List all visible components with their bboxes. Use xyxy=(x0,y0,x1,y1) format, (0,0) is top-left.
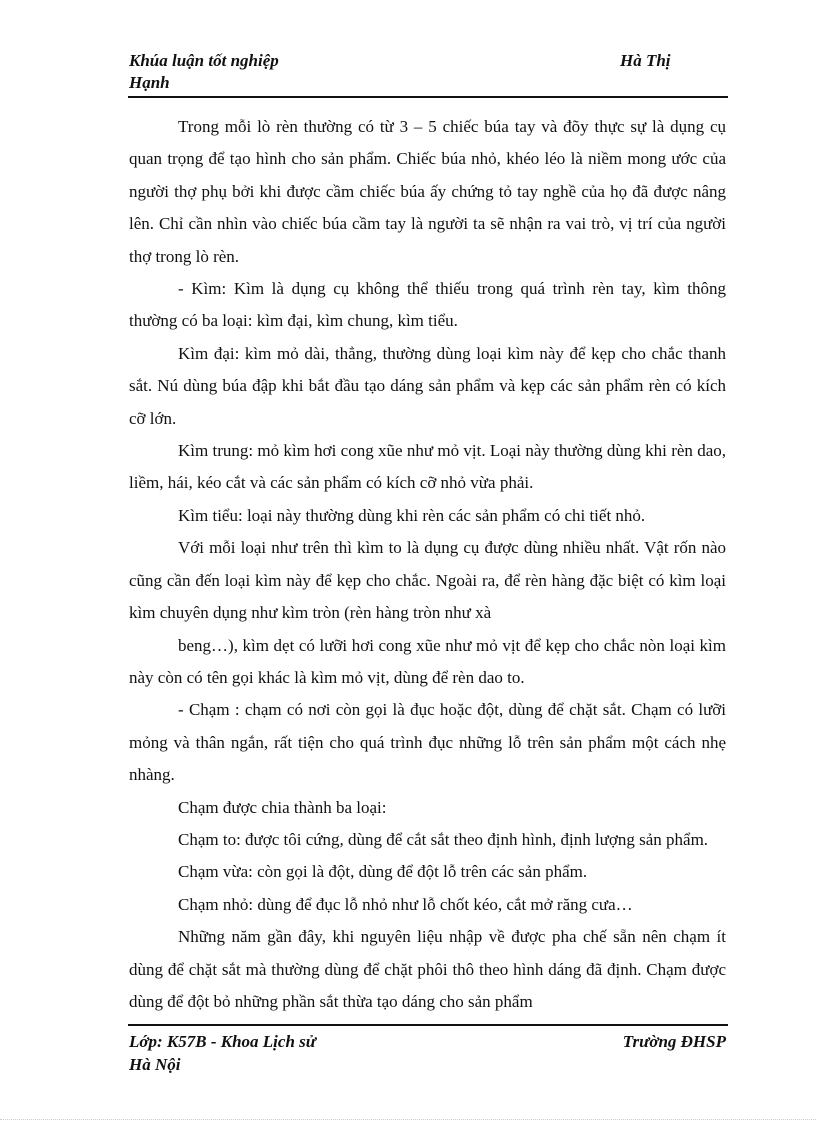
paragraph-chisel-intro: - Chạm : chạm có nơi còn gọi là đục hoặc đột, dùng để chặt sắt. Chạm có lưỡi mỏng và thân ngắn, rất tiện cho quá trình đục những lỗ trên sản phẩm một cách nhẹ nhàng. xyxy=(129,700,726,785)
paragraph-medium-chisel: Chạm vừa: còn gọi là đột, dùng để đột lỗ trên các sản phẩm. xyxy=(178,862,588,882)
paragraph-hammer: Trong mỗi lò rèn thường có từ 3 – 5 chiếc búa tay và đõy thực sự là dụng cụ quan trọng để tạo hình cho sản phẩm. Chiếc búa nhỏ, khéo léo là niềm mong ước của người thợ phụ bởi khi được cầm chiếc búa ấy chứng tỏ tay nghề của họ đã được nâng lên. Chỉ cần nhìn vào chiếc búa cầm tay là người ta sẽ nhận ra vai trò, vị trí của người thợ trong lò rèn. xyxy=(129,117,726,266)
paragraph-pliers-usage: Với mỗi loại như trên thì kìm to là dụng cụ được dùng nhiều nhất. Vật rốn nào cũng cần đến loại kìm này để kẹp cho chắc. Ngoài ra, để rèn hàng đặc biệt có kìm loại kìm chuyên dụng như kìm tròn (rèn hàng tròn như xà xyxy=(129,538,726,623)
paragraph-small-chisel: Chạm nhỏ: dùng để đục lỗ nhỏ như lỗ chốt kéo, cắt mở răng cưa… xyxy=(178,894,633,914)
footer-divider xyxy=(128,1024,728,1026)
paragraph-large-pliers: Kìm đại: kìm mỏ dài, thẳng, thường dùng loại kìm này để kẹp cho chắc thanh sắt. Nú dùng búa đập khi bắt đầu tạo dáng sản phẩm và kẹp các sản phẩm rèn có kích cỡ lớn. xyxy=(129,343,726,428)
footer-city: Hà Nội xyxy=(129,1055,181,1074)
page-footer xyxy=(129,1030,729,1076)
paragraph-large-chisel: Chạm to: được tôi cứng, dùng để cắt sắt theo định hình, định lượng sản phẩm. xyxy=(178,829,709,849)
footer-university: Trường ĐHSP xyxy=(622,1032,726,1051)
paragraph-chisel-types: Chạm được chia thành ba loại: xyxy=(178,797,387,817)
paragraph-pliers-intro: - Kìm: Kìm là dụng cụ không thể thiếu trong quá trình rèn tay, kìm thông thường có ba loại: kìm đại, kìm chung, kìm tiểu. xyxy=(129,279,726,331)
page-header xyxy=(129,50,729,94)
paragraph-small-pliers: Kìm tiểu: loại này thường dùng khi rèn các sản phẩm có chi tiết nhỏ. xyxy=(178,505,646,525)
header-author-name-continued: Hạnh xyxy=(129,73,170,92)
footer-class-department: Lớp: K57B - Khoa Lịch sử xyxy=(129,1032,316,1051)
paragraph-recent-years: Những năm gần đây, khi nguyên liệu nhập về được pha chế sẵn nên chạm ít dùng để chặt sắt mà thường dùng để chặt phôi thô theo hình dáng đã định. Chạm được dùng để đột bỏ những phần sắt thừa tạo dáng cho sản phẩm xyxy=(129,927,726,1011)
header-thesis-title: Khúa luận tốt nghiệp xyxy=(129,51,279,70)
body-text xyxy=(129,111,726,1018)
page-bottom-edge xyxy=(0,1119,816,1120)
paragraph-pliers-usage-continued: beng…), kìm dẹt có lưỡi hơi cong xũe như mỏ vịt để kẹp cho chắc nòn loại kìm này còn có tên gọi khác là kìm mỏ vịt, dùng để rèn dao to. xyxy=(129,635,726,687)
header-divider xyxy=(128,96,728,98)
header-author-name: Hà Thị xyxy=(620,51,671,70)
paragraph-medium-pliers: Kìm trung: mỏ kìm hơi cong xũe như mỏ vịt. Loại này thường dùng khi rèn dao, liềm, hái, kéo cắt và các sản phẩm có kích cỡ nhỏ vừa phải. xyxy=(129,441,726,493)
